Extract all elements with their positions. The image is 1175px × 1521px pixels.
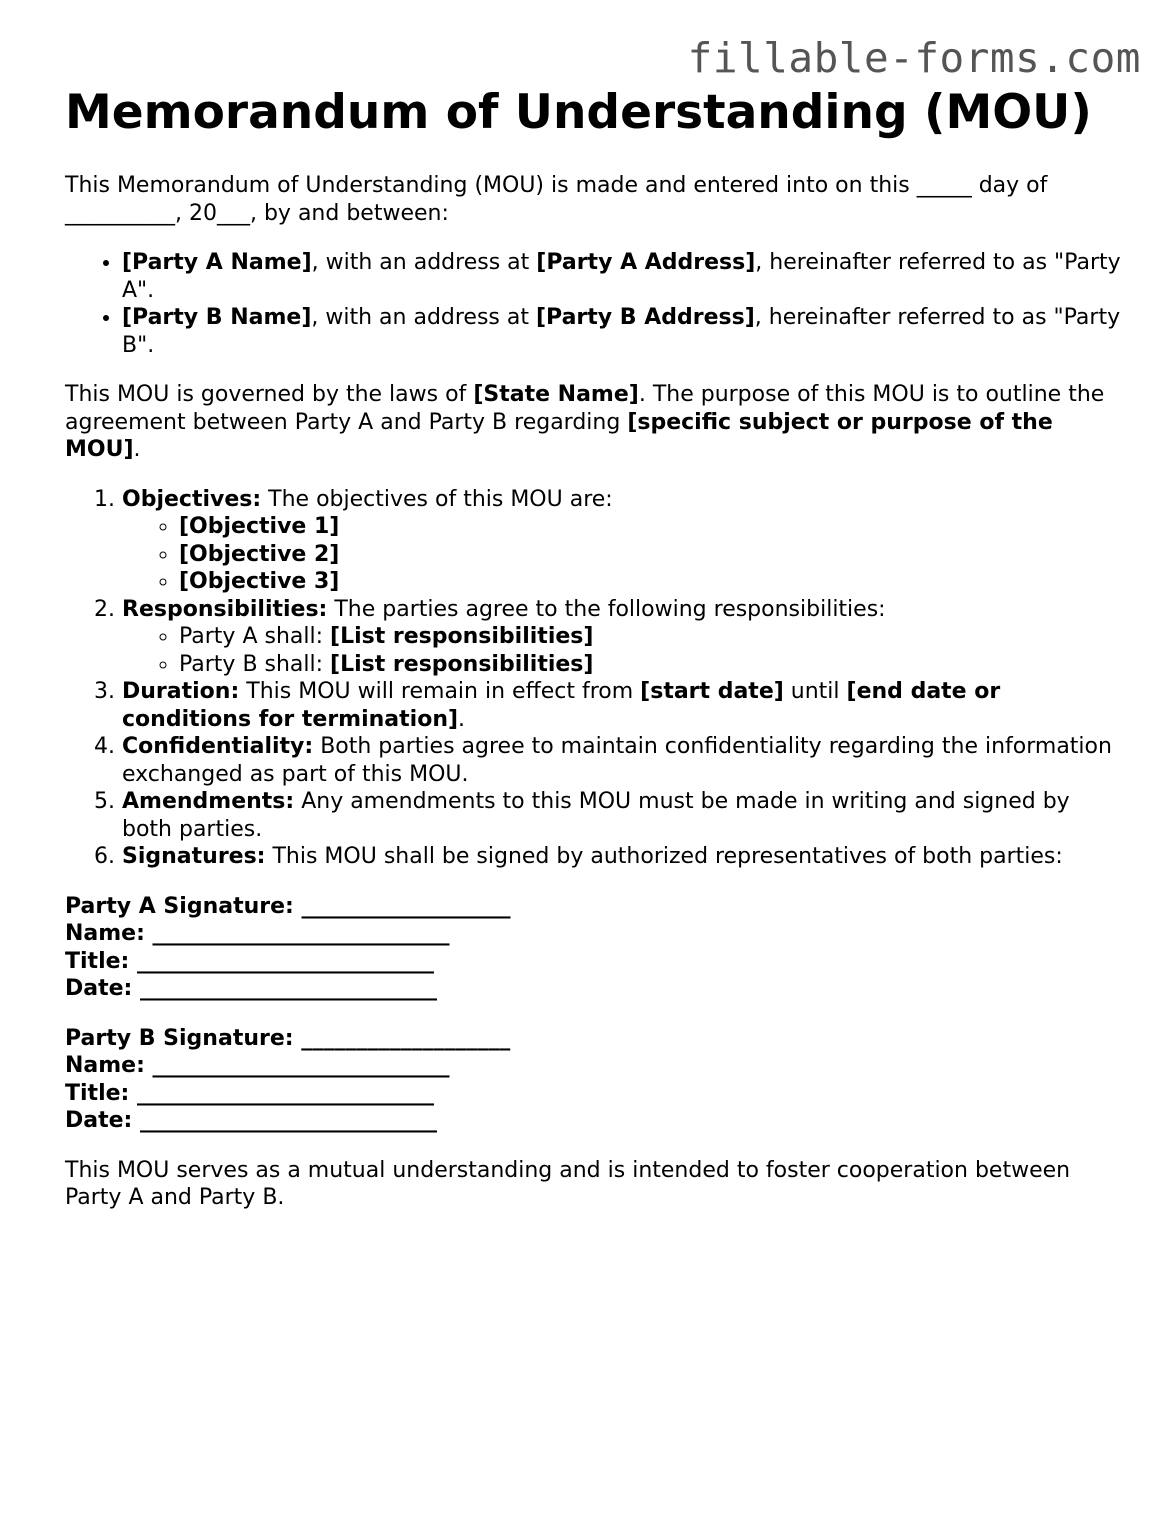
party-b-mid-text: , with an address at (311, 305, 536, 330)
party-a-signature-block (65, 893, 1125, 1003)
signatures-text: This MOU shall be signed by authorized representatives of both parties: (265, 844, 1063, 869)
section-amendments (122, 788, 1125, 843)
governed-text-2: . The purpose of this MOU is to outline the agreement between Party A and Party B regarding (65, 382, 1105, 435)
party-b-tail-text: , hereinafter referred to as "Party B". (122, 305, 1121, 358)
objectives-text: The objectives of this MOU are: (261, 486, 613, 512)
party-a-shall-text: Party A shall: (179, 624, 331, 649)
state-name-placeholder: [State Name] (473, 382, 639, 407)
party-b-name-line[interactable]: Name: ___________________________ (65, 1053, 450, 1078)
duration-label: Duration: (122, 679, 240, 704)
purpose-placeholder: [specific subject or purpose of the MOU] (65, 409, 1053, 462)
confidentiality-label: Confidentiality: (122, 734, 314, 759)
party-a-date-line[interactable]: Date: ___________________________ (65, 976, 438, 1001)
responsibility-item (179, 651, 1125, 679)
party-a-item (122, 249, 1125, 304)
party-a-responsibilities: [List responsibilities] (330, 624, 594, 649)
watermark-text: fillable-forms.com (687, 34, 1141, 82)
duration-text-2: until (783, 679, 847, 704)
start-date-placeholder: [start date] (640, 679, 784, 704)
section-confidentiality (122, 733, 1125, 788)
section-objectives (122, 486, 1125, 596)
party-b-shall-text: Party B shall: (179, 651, 331, 677)
party-b-signature-block (65, 1025, 1125, 1135)
sections-list (65, 486, 1125, 871)
party-a-name: [Party A Name] (122, 250, 312, 275)
party-a-signature-line[interactable]: Party A Signature: ___________________ (65, 893, 511, 919)
objective-1: [Objective 1] (179, 514, 340, 539)
section-duration (122, 678, 1125, 733)
governed-text-1: This MOU is governed by the laws of (65, 382, 474, 407)
document-title: Memorandum of Understanding (MOU) (65, 85, 1092, 140)
section-signatures (122, 843, 1125, 871)
party-b-title-line[interactable]: Title: ___________________________ (65, 1080, 434, 1106)
party-a-address: [Party A Address] (536, 250, 756, 275)
objective-item (179, 568, 1125, 596)
objective-item (179, 541, 1125, 569)
objective-2: [Objective 2] (179, 541, 340, 567)
party-a-mid-text: , with an address at (311, 250, 537, 275)
party-b-address: [Party B Address] (536, 305, 755, 330)
responsibilities-text: The parties agree to the following responsibilities: (327, 596, 886, 622)
duration-text-3: . (458, 706, 466, 732)
parties-list (65, 249, 1125, 359)
objective-item (179, 513, 1125, 541)
party-a-title-line[interactable]: Title: ___________________________ (65, 948, 434, 974)
confidentiality-text: Both parties agree to maintain confidentiality regarding the information exchanged as part of this MOU. (122, 734, 1112, 787)
party-b-name: [Party B Name] (122, 305, 312, 330)
party-b-signature-line[interactable]: Party B Signature: ___________________ (65, 1025, 511, 1051)
governing-law-paragraph (65, 381, 1125, 464)
intro-paragraph: This Memorandum of Understanding (MOU) is made and entered into on this _____ day of __________, 20___, by and between: (65, 173, 1048, 226)
governed-text-3: . (133, 437, 141, 462)
responsibility-item (179, 623, 1125, 651)
objective-3: [Objective 3] (179, 569, 340, 594)
end-date-placeholder: [end date or conditions for termination] (122, 679, 1001, 732)
closing-paragraph: This MOU serves as a mutual understanding and is intended to foster cooperation between Party A and Party B. (65, 1157, 1071, 1210)
party-a-name-line[interactable]: Name: ___________________________ (65, 921, 450, 946)
responsibilities-list (122, 623, 1125, 678)
amendments-label: Amendments: (122, 789, 295, 814)
section-responsibilities (122, 596, 1125, 679)
responsibilities-label: Responsibilities: (122, 596, 328, 622)
party-b-responsibilities: [List responsibilities] (330, 651, 594, 677)
duration-text-1: This MOU will remain in effect from (239, 679, 641, 704)
party-a-tail-text: , hereinafter referred to as "Party A". (122, 250, 1121, 303)
objectives-list (122, 513, 1125, 596)
party-b-item (122, 304, 1125, 359)
signatures-label: Signatures: (122, 844, 266, 869)
document-page (65, 86, 1125, 1212)
amendments-text: Any amendments to this MOU must be made in writing and signed by both parties. (122, 789, 1070, 842)
party-b-date-line[interactable]: Date: ___________________________ (65, 1108, 438, 1133)
objectives-label: Objectives: (122, 486, 262, 512)
